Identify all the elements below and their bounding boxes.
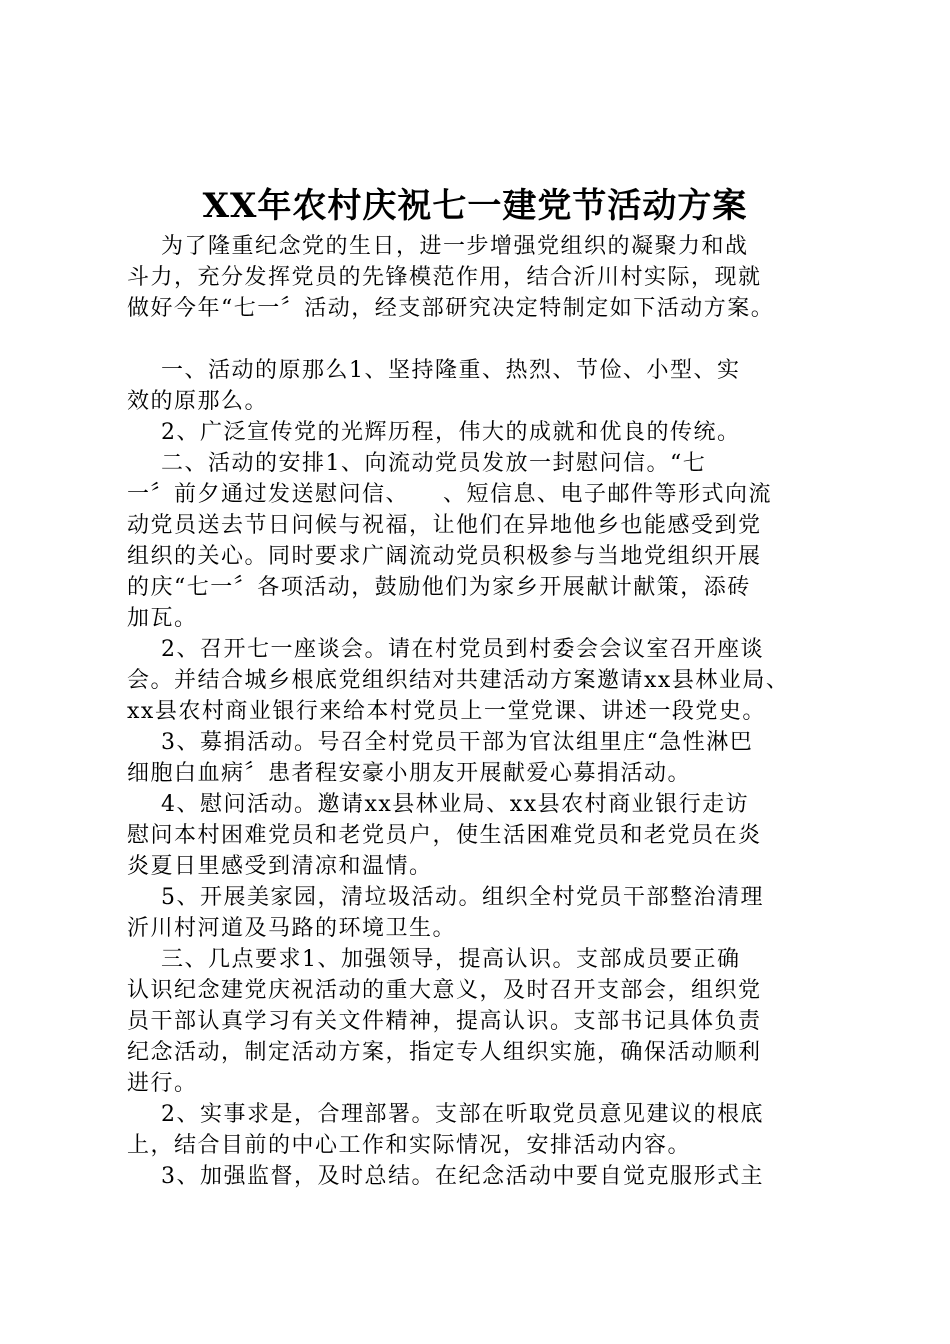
body-line: 动党员送去节日问候与祝福，让他们在异地他乡也能感受到党: [127, 513, 762, 538]
body-line: 4、慰问活动。邀请xx县林业局、xx县农村商业银行走访: [127, 792, 750, 817]
body-line: 一〞前夕通过发送慰问信、 、短信息、电子邮件等形式向流: [127, 482, 772, 507]
body-line: 会。并结合城乡根底党组织结对共建活动方案邀请xx县林业局、: [127, 668, 790, 693]
body-line: 为了隆重纪念党的生日，进一步增强党组织的凝聚力和战: [127, 234, 749, 259]
body-line: 组织的关心。同时要求广阔流动党员积极参与当地党组织开展: [127, 544, 762, 569]
body-line: 炎夏日里感受到清凉和温情。: [127, 854, 433, 879]
body-line: 一、活动的原那么1、坚持隆重、热烈、节俭、小型、实: [127, 358, 741, 383]
body-line: 3、募捐活动。号召全村党员干部为官汰组里庄“急性淋巴: [127, 730, 754, 755]
body-line: 进行。: [127, 1071, 198, 1096]
document-title: XX年农村庆祝七一建党节活动方案: [202, 186, 748, 226]
body-line: 三、几点要求1、加强领导，提高认识。支部成员要正确: [127, 947, 741, 972]
body-line: 2、召开七一座谈会。请在村党员到村委会会议室召开座谈: [127, 637, 764, 662]
body-line: 慰问本村困难党员和老党员户，使生活困难党员和老党员在炎: [127, 823, 762, 848]
body-line: 沂川村河道及马路的环境卫生。: [127, 916, 457, 941]
body-line: 做好今年“七一〞活动，经支部研究决定特制定如下活动方案。: [127, 296, 775, 321]
body-line: 员干部认真学习有关文件精神，提高认识。支部书记具体负责: [127, 1009, 762, 1034]
body-line: 的庆“七一〞各项活动，鼓励他们为家乡开展献计献策，添砖: [127, 575, 751, 600]
body-line: 二、活动的安排1、向流动党员发放一封慰问信。“七: [127, 451, 707, 476]
blank-line: [127, 324, 847, 355]
body-line: 斗力，充分发挥党员的先锋模范作用，结合沂川村实际，现就: [127, 265, 762, 290]
body-line: 效的原那么。: [127, 389, 269, 414]
body-line: 3、加强监督，及时总结。在纪念活动中要自觉克服形式主: [127, 1164, 764, 1189]
document-body: [127, 231, 847, 1192]
body-line: 细胞白血病〞患者程安豪小朋友开展献爱心募捐活动。: [127, 761, 692, 786]
body-line: 纪念活动，制定活动方案，指定专人组织实施，确保活动顺利: [127, 1040, 762, 1065]
body-line: 5、开展美家园，清垃圾活动。组织全村党员干部整治清理: [127, 885, 764, 910]
body-line: 加瓦。: [127, 606, 198, 631]
body-line: xx县农村商业银行来给本村党员上一堂党课、讲述一段党史。: [127, 699, 766, 724]
body-line: 认识纪念建党庆祝活动的重大意义，及时召开支部会，组织党: [127, 978, 762, 1003]
body-line: 2、广泛宣传党的光辉历程，伟大的成就和优良的传统。: [127, 420, 741, 445]
body-line: 2、实事求是，合理部署。支部在听取党员意见建议的根底: [127, 1102, 764, 1127]
body-line: 上，结合目前的中心工作和实际情况，安排活动内容。: [127, 1133, 692, 1158]
